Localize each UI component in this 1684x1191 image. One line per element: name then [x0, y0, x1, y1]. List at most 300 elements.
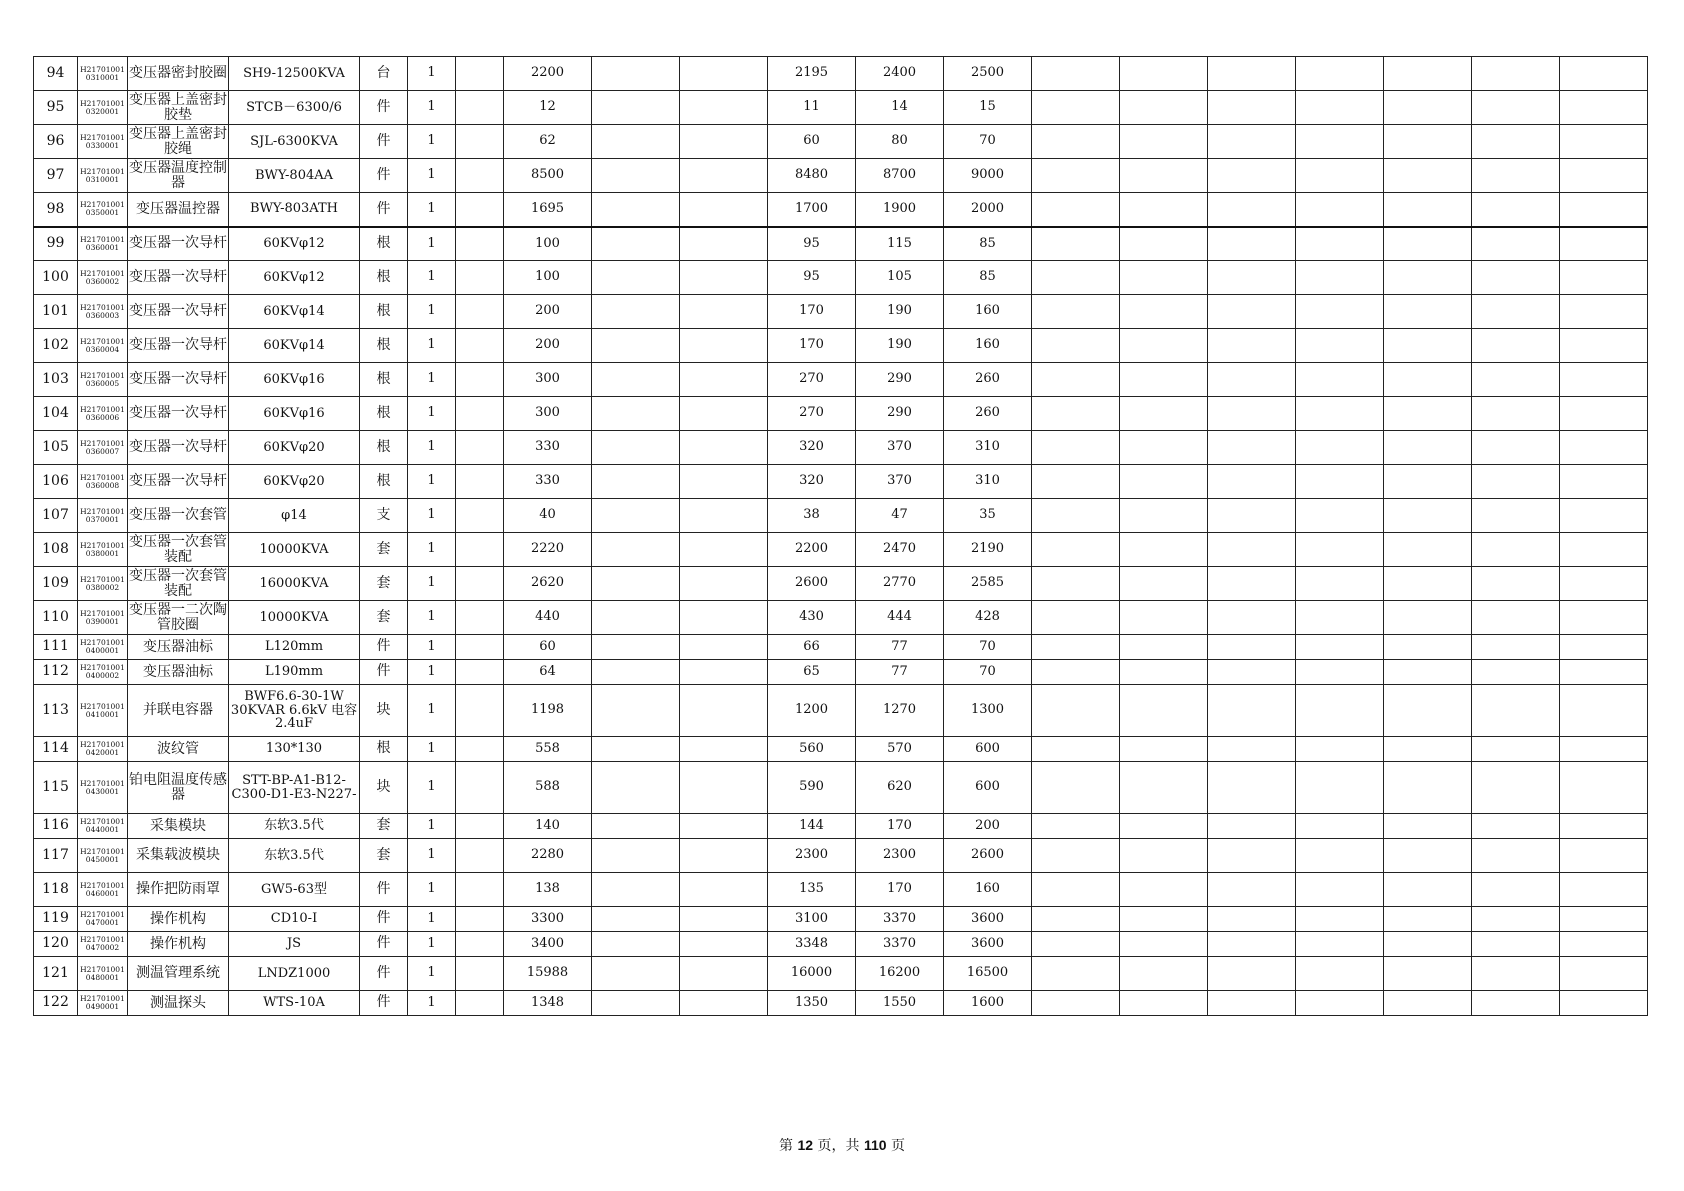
cell-unit: 件	[360, 159, 408, 193]
cell-empty	[1208, 932, 1296, 957]
footer-suffix: 页	[886, 1138, 905, 1154]
cell-name: 变压器一次导杆	[128, 227, 229, 261]
cell-c9	[592, 839, 680, 873]
cell-empty	[1032, 261, 1120, 295]
cell-empty	[1032, 762, 1120, 814]
cell-no: 119	[34, 907, 78, 932]
cell-empty	[1384, 601, 1472, 635]
cell-qty: 1	[408, 159, 456, 193]
table-row	[34, 762, 1648, 814]
cell-empty	[1472, 635, 1560, 660]
table-row	[34, 465, 1648, 499]
cell-empty	[1120, 635, 1208, 660]
cell-p2: 8480	[768, 159, 856, 193]
cell-empty	[1296, 125, 1384, 159]
cell-p4: 260	[944, 363, 1032, 397]
cell-c7	[456, 601, 504, 635]
cell-empty	[1120, 601, 1208, 635]
cell-p1: 300	[504, 397, 592, 431]
cell-c10	[680, 839, 768, 873]
cell-empty	[1384, 762, 1472, 814]
cell-c10	[680, 601, 768, 635]
cell-empty	[1560, 397, 1648, 431]
cell-c9	[592, 295, 680, 329]
cell-p3: 190	[856, 329, 944, 363]
cell-empty	[1208, 873, 1296, 907]
cell-unit: 套	[360, 839, 408, 873]
cell-unit: 件	[360, 932, 408, 957]
cell-code: H217010010360003	[78, 295, 128, 329]
cell-name: 铂电阻温度传感器	[128, 762, 229, 814]
cell-c9	[592, 499, 680, 533]
cell-empty	[1208, 991, 1296, 1016]
cell-empty	[1296, 57, 1384, 91]
cell-code: H217010010380001	[78, 533, 128, 567]
cell-empty	[1120, 567, 1208, 601]
cell-p4: 2600	[944, 839, 1032, 873]
cell-p4: 70	[944, 660, 1032, 685]
cell-unit: 套	[360, 533, 408, 567]
cell-c10	[680, 261, 768, 295]
cell-no: 118	[34, 873, 78, 907]
cell-c9	[592, 685, 680, 737]
cell-unit: 根	[360, 397, 408, 431]
cell-qty: 1	[408, 295, 456, 329]
cell-p3: 2300	[856, 839, 944, 873]
cell-spec: L120mm	[229, 635, 360, 660]
cell-p4: 2500	[944, 57, 1032, 91]
cell-code: H217010010360005	[78, 363, 128, 397]
cell-p3: 3370	[856, 907, 944, 932]
footer-total-pages: 110	[863, 1137, 887, 1153]
cell-no: 115	[34, 762, 78, 814]
cell-c10	[680, 991, 768, 1016]
cell-p2: 320	[768, 465, 856, 499]
cell-c9	[592, 907, 680, 932]
cell-no: 101	[34, 295, 78, 329]
cell-empty	[1296, 363, 1384, 397]
cell-p4: 260	[944, 397, 1032, 431]
cell-empty	[1032, 125, 1120, 159]
cell-empty	[1560, 814, 1648, 839]
cell-c10	[680, 737, 768, 762]
cell-empty	[1472, 227, 1560, 261]
cell-c10	[680, 193, 768, 227]
cell-p4: 310	[944, 431, 1032, 465]
cell-p1: 300	[504, 363, 592, 397]
cell-p3: 1900	[856, 193, 944, 227]
cell-c10	[680, 57, 768, 91]
table-row	[34, 601, 1648, 635]
cell-code: H217010010380002	[78, 567, 128, 601]
cell-qty: 1	[408, 932, 456, 957]
cell-empty	[1560, 991, 1648, 1016]
cell-p2: 1350	[768, 991, 856, 1016]
cell-empty	[1560, 499, 1648, 533]
cell-name: 变压器一次导杆	[128, 295, 229, 329]
cell-empty	[1208, 193, 1296, 227]
cell-c7	[456, 431, 504, 465]
cell-p4: 70	[944, 125, 1032, 159]
cell-code: H217010010460001	[78, 873, 128, 907]
cell-empty	[1296, 814, 1384, 839]
cell-spec: 60KVφ20	[229, 465, 360, 499]
cell-c7	[456, 839, 504, 873]
cell-empty	[1120, 873, 1208, 907]
cell-qty: 1	[408, 873, 456, 907]
cell-empty	[1120, 57, 1208, 91]
cell-p1: 558	[504, 737, 592, 762]
cell-no: 98	[34, 193, 78, 227]
cell-c10	[680, 814, 768, 839]
cell-empty	[1384, 465, 1472, 499]
cell-p4: 85	[944, 261, 1032, 295]
cell-no: 106	[34, 465, 78, 499]
cell-p1: 330	[504, 465, 592, 499]
cell-no: 96	[34, 125, 78, 159]
cell-code: H217010010400002	[78, 660, 128, 685]
cell-empty	[1120, 957, 1208, 991]
cell-qty: 1	[408, 499, 456, 533]
cell-c7	[456, 227, 504, 261]
cell-empty	[1120, 91, 1208, 125]
cell-empty	[1296, 839, 1384, 873]
cell-empty	[1120, 193, 1208, 227]
cell-no: 99	[34, 227, 78, 261]
table-row	[34, 839, 1648, 873]
cell-spec: 130*130	[229, 737, 360, 762]
cell-p4: 160	[944, 295, 1032, 329]
cell-p1: 60	[504, 635, 592, 660]
cell-p4: 2585	[944, 567, 1032, 601]
cell-code: H217010010350001	[78, 193, 128, 227]
cell-empty	[1560, 261, 1648, 295]
table-row	[34, 363, 1648, 397]
cell-spec: 60KVφ12	[229, 227, 360, 261]
cell-c9	[592, 193, 680, 227]
cell-p3: 290	[856, 397, 944, 431]
cell-empty	[1384, 227, 1472, 261]
cell-p3: 2770	[856, 567, 944, 601]
cell-empty	[1384, 660, 1472, 685]
cell-c7	[456, 685, 504, 737]
cell-no: 104	[34, 397, 78, 431]
cell-c9	[592, 363, 680, 397]
cell-empty	[1560, 159, 1648, 193]
cell-no: 97	[34, 159, 78, 193]
cell-empty	[1296, 533, 1384, 567]
table-row	[34, 567, 1648, 601]
cell-code: H217010010420001	[78, 737, 128, 762]
cell-p1: 15988	[504, 957, 592, 991]
cell-p2: 38	[768, 499, 856, 533]
table-row	[34, 193, 1648, 227]
cell-c10	[680, 762, 768, 814]
cell-p3: 47	[856, 499, 944, 533]
cell-empty	[1208, 261, 1296, 295]
cell-empty	[1384, 737, 1472, 762]
cell-empty	[1560, 567, 1648, 601]
cell-empty	[1032, 465, 1120, 499]
cell-empty	[1208, 91, 1296, 125]
table-row	[34, 125, 1648, 159]
cell-empty	[1032, 431, 1120, 465]
cell-p3: 370	[856, 431, 944, 465]
cell-name: 操作机构	[128, 907, 229, 932]
cell-empty	[1296, 567, 1384, 601]
cell-empty	[1032, 957, 1120, 991]
cell-p1: 100	[504, 227, 592, 261]
cell-c7	[456, 329, 504, 363]
cell-empty	[1032, 295, 1120, 329]
cell-unit: 根	[360, 295, 408, 329]
cell-p4: 3600	[944, 907, 1032, 932]
cell-qty: 1	[408, 57, 456, 91]
cell-c10	[680, 295, 768, 329]
cell-c10	[680, 363, 768, 397]
cell-p3: 190	[856, 295, 944, 329]
cell-qty: 1	[408, 91, 456, 125]
cell-empty	[1472, 295, 1560, 329]
cell-code: H217010010440001	[78, 814, 128, 839]
cell-qty: 1	[408, 363, 456, 397]
cell-empty	[1208, 363, 1296, 397]
cell-c7	[456, 762, 504, 814]
cell-empty	[1208, 567, 1296, 601]
cell-empty	[1208, 635, 1296, 660]
cell-qty: 1	[408, 839, 456, 873]
cell-empty	[1472, 601, 1560, 635]
cell-c10	[680, 329, 768, 363]
cell-spec: JS	[229, 932, 360, 957]
cell-p1: 12	[504, 91, 592, 125]
cell-c9	[592, 601, 680, 635]
cell-p1: 3400	[504, 932, 592, 957]
cell-p3: 1550	[856, 991, 944, 1016]
cell-empty	[1560, 465, 1648, 499]
table-row	[34, 159, 1648, 193]
cell-qty: 1	[408, 957, 456, 991]
cell-empty	[1120, 261, 1208, 295]
cell-name: 变压器一次导杆	[128, 363, 229, 397]
cell-empty	[1472, 839, 1560, 873]
cell-empty	[1296, 397, 1384, 431]
cell-unit: 根	[360, 227, 408, 261]
cell-spec: WTS-10A	[229, 991, 360, 1016]
cell-empty	[1296, 737, 1384, 762]
table-row	[34, 499, 1648, 533]
cell-empty	[1472, 57, 1560, 91]
cell-qty: 1	[408, 635, 456, 660]
cell-p3: 170	[856, 814, 944, 839]
cell-name: 变压器一次套管装配	[129, 533, 227, 565]
footer-page-number: 12	[797, 1137, 814, 1153]
cell-empty	[1384, 567, 1472, 601]
cell-qty: 1	[408, 533, 456, 567]
cell-empty	[1032, 193, 1120, 227]
cell-p2: 65	[768, 660, 856, 685]
cell-empty	[1120, 814, 1208, 839]
cell-unit: 块	[360, 762, 408, 814]
cell-empty	[1384, 907, 1472, 932]
table-row	[34, 91, 1648, 125]
cell-p3: 620	[856, 762, 944, 814]
cell-c7	[456, 159, 504, 193]
cell-empty	[1560, 762, 1648, 814]
cell-empty	[1032, 227, 1120, 261]
cell-spec: CD10-I	[229, 907, 360, 932]
cell-p4: 310	[944, 465, 1032, 499]
cell-p1: 1198	[504, 685, 592, 737]
cell-p1: 2200	[504, 57, 592, 91]
cell-empty	[1296, 91, 1384, 125]
cell-empty	[1208, 159, 1296, 193]
cell-empty	[1384, 431, 1472, 465]
cell-qty: 1	[408, 397, 456, 431]
cell-p1: 2220	[504, 533, 592, 567]
cell-name: 测温探头	[128, 991, 229, 1016]
cell-empty	[1032, 363, 1120, 397]
table-row	[34, 873, 1648, 907]
cell-empty	[1560, 873, 1648, 907]
cell-unit: 套	[360, 601, 408, 635]
cell-empty	[1472, 991, 1560, 1016]
cell-empty	[1384, 57, 1472, 91]
cell-empty	[1472, 431, 1560, 465]
table-row	[34, 295, 1648, 329]
cell-empty	[1472, 465, 1560, 499]
cell-empty	[1560, 957, 1648, 991]
cell-empty	[1296, 957, 1384, 991]
cell-empty	[1560, 57, 1648, 91]
cell-code: H217010010470002	[78, 932, 128, 957]
cell-c10	[680, 685, 768, 737]
cell-p1: 40	[504, 499, 592, 533]
cell-p4: 2190	[944, 533, 1032, 567]
cell-spec: 16000KVA	[229, 567, 360, 601]
cell-code: H217010010400001	[78, 635, 128, 660]
cell-name: 采集载波模块	[128, 839, 229, 873]
cell-empty	[1208, 295, 1296, 329]
cell-p2: 2195	[768, 57, 856, 91]
cell-qty: 1	[408, 660, 456, 685]
cell-qty: 1	[408, 737, 456, 762]
cell-p2: 1200	[768, 685, 856, 737]
cell-c9	[592, 431, 680, 465]
table-row	[34, 635, 1648, 660]
cell-p1: 330	[504, 431, 592, 465]
cell-p1: 200	[504, 295, 592, 329]
cell-c7	[456, 567, 504, 601]
cell-empty	[1384, 839, 1472, 873]
cell-empty	[1472, 533, 1560, 567]
cell-c7	[456, 873, 504, 907]
cell-empty	[1032, 533, 1120, 567]
cell-empty	[1208, 397, 1296, 431]
cell-empty	[1560, 295, 1648, 329]
cell-p4: 70	[944, 635, 1032, 660]
cell-c10	[680, 227, 768, 261]
cell-empty	[1032, 91, 1120, 125]
cell-empty	[1384, 814, 1472, 839]
cell-no: 107	[34, 499, 78, 533]
cell-p2: 170	[768, 295, 856, 329]
cell-no: 109	[34, 567, 78, 601]
cell-name: 变压器温度控制器	[129, 159, 227, 191]
cell-c9	[592, 991, 680, 1016]
table-row	[34, 685, 1648, 737]
cell-c7	[456, 814, 504, 839]
cell-p1: 2280	[504, 839, 592, 873]
cell-qty: 1	[408, 601, 456, 635]
cell-name: 变压器一二次陶管胶圈	[129, 601, 227, 633]
cell-empty	[1120, 932, 1208, 957]
cell-p1: 100	[504, 261, 592, 295]
cell-p4: 600	[944, 762, 1032, 814]
cell-p3: 77	[856, 635, 944, 660]
cell-empty	[1296, 329, 1384, 363]
cell-c10	[680, 465, 768, 499]
cell-c10	[680, 957, 768, 991]
cell-code: H217010010330001	[78, 125, 128, 159]
table-row	[34, 737, 1648, 762]
cell-c7	[456, 465, 504, 499]
cell-name: 波纹管	[128, 737, 229, 762]
cell-p4: 160	[944, 329, 1032, 363]
cell-empty	[1384, 193, 1472, 227]
cell-p2: 11	[768, 91, 856, 125]
cell-p4: 600	[944, 737, 1032, 762]
page-footer	[0, 1135, 1684, 1155]
cell-empty	[1120, 397, 1208, 431]
cell-spec: 60KVφ14	[229, 295, 360, 329]
cell-c9	[592, 814, 680, 839]
cell-c10	[680, 873, 768, 907]
cell-empty	[1208, 465, 1296, 499]
cell-name: 操作把防雨罩	[128, 873, 229, 907]
cell-c10	[680, 567, 768, 601]
cell-qty: 1	[408, 991, 456, 1016]
cell-p4: 1300	[944, 685, 1032, 737]
cell-empty	[1032, 499, 1120, 533]
cell-c7	[456, 737, 504, 762]
cell-qty: 1	[408, 329, 456, 363]
cell-c10	[680, 907, 768, 932]
cell-empty	[1120, 431, 1208, 465]
cell-p2: 170	[768, 329, 856, 363]
cell-empty	[1120, 159, 1208, 193]
cell-unit: 根	[360, 329, 408, 363]
cell-name: 变压器一次导杆	[128, 329, 229, 363]
cell-spec: BWF6.6-30-1W 30KVAR 6.6kV 电容2.4uF	[229, 685, 360, 737]
cell-empty	[1560, 91, 1648, 125]
table-row	[34, 660, 1648, 685]
cell-empty	[1384, 991, 1472, 1016]
cell-empty	[1296, 499, 1384, 533]
cell-p2: 2300	[768, 839, 856, 873]
cell-empty	[1472, 957, 1560, 991]
cell-p1: 3300	[504, 907, 592, 932]
table-row	[34, 991, 1648, 1016]
cell-c7	[456, 91, 504, 125]
cell-empty	[1120, 295, 1208, 329]
table-row	[34, 431, 1648, 465]
cell-empty	[1032, 635, 1120, 660]
table-row	[34, 57, 1648, 91]
cell-code: H217010010310001	[78, 159, 128, 193]
cell-empty	[1472, 685, 1560, 737]
cell-c9	[592, 329, 680, 363]
